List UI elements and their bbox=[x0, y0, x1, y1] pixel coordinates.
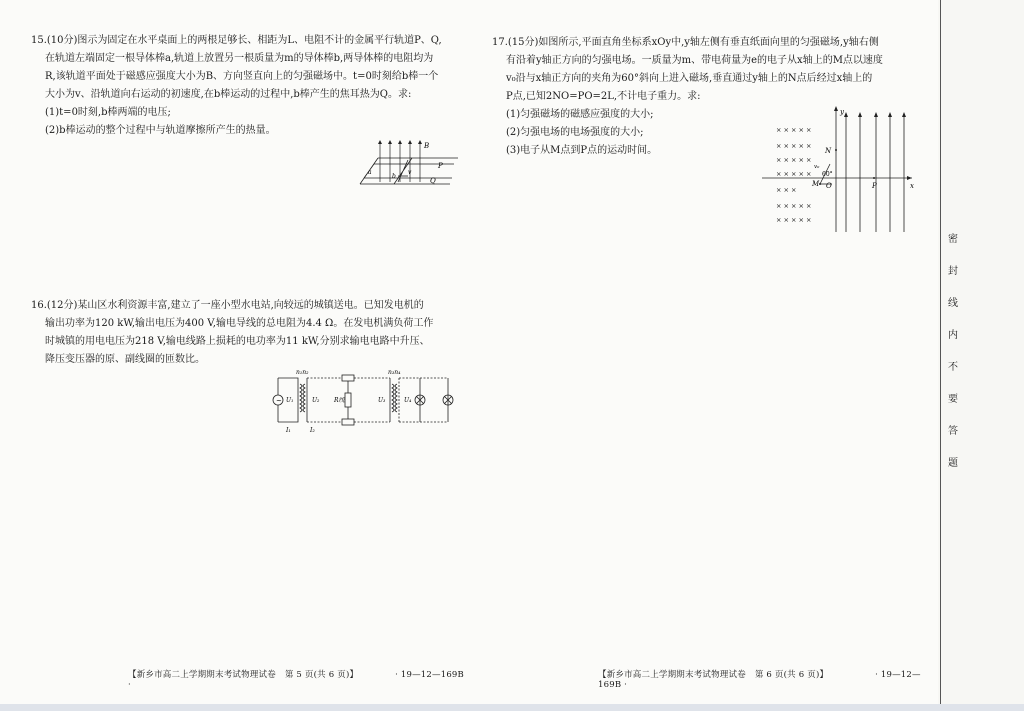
q16-line: 16.(12分)某山区水利资源丰富,建立了一座小型水电站,向较远的城镇送电。已知发电机的 bbox=[31, 300, 424, 311]
q16-line: 时城镇的用电电压为218 V,输电线路上损耗的电功率为11 kW,分别求输电电路中升压、 bbox=[45, 336, 430, 347]
footer-left-code: · 19—12—169B · bbox=[128, 670, 464, 690]
q17-label-P: P bbox=[872, 182, 877, 190]
q17-part-2: (2)匀强电场的电场强度的大小; bbox=[506, 127, 644, 138]
q16-label-n3n4: n₃n₄ bbox=[388, 369, 401, 376]
q17-line: v₀沿与x轴正方向的夹角为60°斜向上进入磁场,垂直通过y轴上的N点后经过x轴上的 bbox=[506, 73, 873, 84]
q15-label-B: B bbox=[424, 142, 430, 150]
binding-char: 密 bbox=[948, 234, 958, 245]
binding-char: 封 bbox=[948, 266, 958, 277]
binding-notice bbox=[946, 224, 960, 480]
q17-label-y: y bbox=[840, 108, 844, 116]
svg-text:× × × × ×: × × × × × bbox=[776, 126, 812, 134]
binding-char: 答 bbox=[948, 426, 958, 437]
q16-label-U2: U₂ bbox=[312, 397, 320, 404]
q17-label-N: N bbox=[825, 147, 832, 155]
scan-edge bbox=[0, 704, 1024, 711]
footer-right-title: 【新乡市高二上学期期末考试物理试卷 bbox=[598, 670, 746, 680]
q16-label-I2: I₂ bbox=[310, 427, 315, 434]
q15-label-P: P bbox=[438, 162, 443, 170]
q15-line: R,该轨道平面处于磁感应强度大小为B、方向竖直向上的匀强磁场中。t=0时刻给b棒一个 bbox=[45, 71, 439, 82]
binding-char: 题 bbox=[948, 458, 958, 469]
binding-char: 线 bbox=[948, 298, 958, 309]
q15-line: 15.(10分)图示为固定在水平桌面上的两根足够长、相距为L、电阻不计的金属平行轨道P、Q, bbox=[31, 35, 442, 46]
q17-label-M: M bbox=[812, 180, 820, 188]
svg-text:× × × × ×: × × × × × bbox=[776, 216, 812, 224]
q17-label-v0: v₀ bbox=[814, 164, 820, 170]
q16-label-I1: I₁ bbox=[286, 427, 291, 434]
q15-label-a: a bbox=[368, 169, 372, 176]
svg-text:× × × × ×: × × × × × bbox=[776, 202, 812, 210]
q16-line: 输出功率为120 kW,输出电压为400 V,输电导线的总电阻为4.4 Ω。在发电机满负荷工作 bbox=[45, 318, 434, 329]
footer-left bbox=[128, 668, 468, 690]
q17-label-angle: 60° bbox=[822, 171, 833, 178]
q15-label-Q: Q bbox=[430, 177, 436, 185]
svg-text:× × × × ×: × × × × × bbox=[776, 156, 812, 164]
q17-line: 有沿着y轴正方向的匀强电场。一质量为m、带电荷量为e的电子从x轴上的M点以速度 bbox=[506, 55, 883, 66]
right-page bbox=[486, 0, 936, 711]
q16-label-R: R线 bbox=[334, 397, 345, 404]
q17-label-O: O bbox=[826, 182, 832, 190]
footer-right-code: · 19—12—169B · bbox=[598, 670, 921, 690]
footer-left-page: 第 5 页(共 6 页)】 bbox=[284, 670, 359, 680]
q15-line: 大小为v、沿轨道向右运动的初速度,在b棒运动的过程中,b棒产生的焦耳热为Q。求: bbox=[45, 89, 412, 100]
binding-char: 要 bbox=[948, 394, 958, 405]
q17-line: P点,已知2NO=PO=2L,不计电子重力。求: bbox=[506, 91, 701, 102]
left-page bbox=[0, 0, 470, 711]
q17-part-1: (1)匀强磁场的磁感应强度的大小; bbox=[506, 109, 654, 120]
footer-right bbox=[598, 668, 938, 690]
q17-label-x: x bbox=[910, 182, 914, 190]
q15-line: 在轨道左端固定一根导体棒a,轨道上放置另一根质量为m的导体棒b,两导体棒的电阻均为 bbox=[45, 53, 434, 64]
q16-label-U4: U₄ bbox=[404, 397, 412, 404]
q17-line: 17.(15分)如图所示,平面直角坐标系xOy中,y轴左侧有垂直纸面向里的匀强磁场,y轴右侧 bbox=[492, 37, 879, 48]
q15-label-v: v bbox=[408, 169, 412, 176]
q17-part-3: (3)电子从M点到P点的运动时间。 bbox=[506, 145, 658, 156]
q15-rail-figure bbox=[350, 138, 460, 194]
q15-part-2: (2)b棒运动的整个过程中与轨道摩擦所产生的热量。 bbox=[45, 125, 276, 136]
question-15 bbox=[31, 32, 471, 140]
svg-text:× × × × ×: × × × × × bbox=[776, 170, 812, 178]
svg-text:× × ×: × × × bbox=[776, 186, 797, 194]
q16-label-U3: U₃ bbox=[378, 397, 386, 404]
q16-circuit-figure bbox=[270, 368, 460, 434]
binding-line bbox=[940, 0, 941, 711]
q15-part-1: (1)t=0时刻,b棒两端的电压; bbox=[45, 107, 171, 118]
q17-field-figure bbox=[762, 104, 918, 240]
footer-right-page: 第 6 页(共 6 页)】 bbox=[754, 670, 829, 680]
footer-left-title: 【新乡市高二上学期期末考试物理试卷 bbox=[128, 670, 276, 680]
svg-text:× × × × ×: × × × × × bbox=[776, 142, 812, 150]
q16-label-n1n2: n₁n₂ bbox=[296, 369, 309, 376]
source-symbol: ~ bbox=[276, 397, 282, 405]
binding-char: 不 bbox=[948, 362, 958, 373]
question-16 bbox=[31, 297, 471, 369]
q15-label-b: b bbox=[392, 173, 396, 180]
binding-char: 内 bbox=[948, 330, 958, 341]
q16-label-U1: U₁ bbox=[286, 397, 294, 404]
q16-line: 降压变压器的原、副线圈的匝数比。 bbox=[45, 354, 205, 365]
